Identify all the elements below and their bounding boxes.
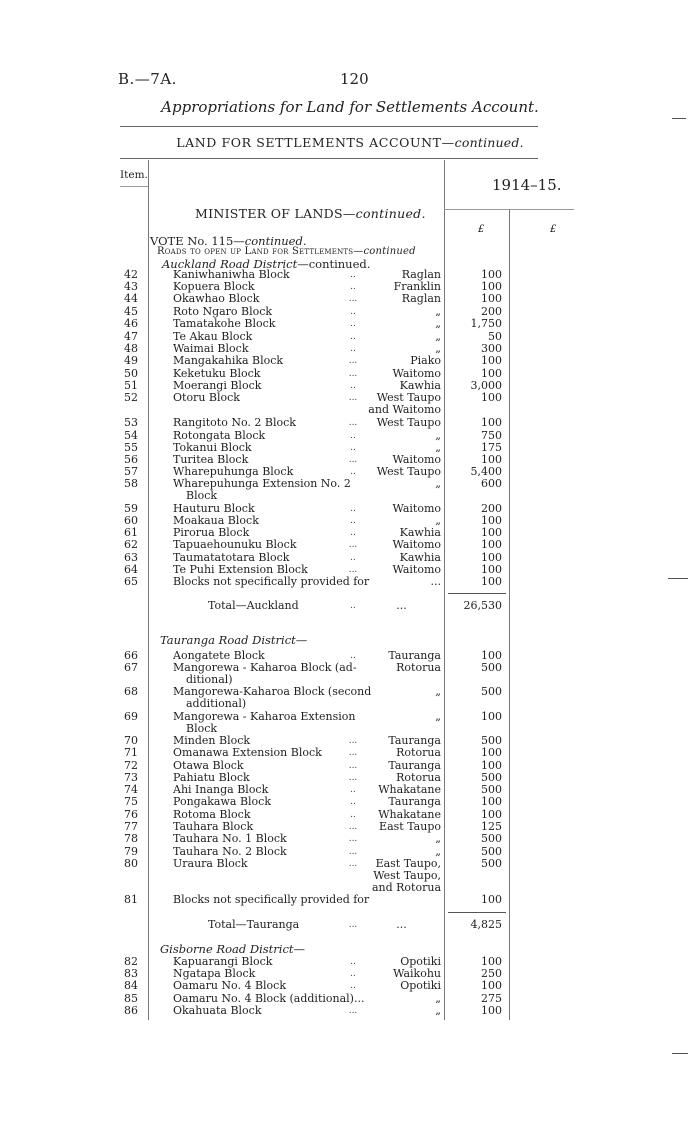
block-name: Omanawa Extension Block (173, 746, 322, 759)
block-name: Moakaua Block (173, 514, 259, 527)
location-name: „ (435, 832, 441, 845)
leader-dots: ... (348, 773, 358, 783)
leader-dots: ... (348, 393, 358, 403)
leader-dots: ... (348, 847, 358, 857)
amount-value: 500 (481, 857, 502, 870)
item-number: 62 (124, 538, 138, 551)
amount-value: 100 (481, 292, 502, 305)
table-row (0, 980, 700, 992)
table-row (0, 318, 700, 330)
block-name: Otawa Block (173, 759, 244, 772)
block-name: Hauturu Block (173, 502, 255, 515)
total-location: ... (396, 599, 407, 612)
item-number: 65 (124, 575, 138, 588)
table-row (0, 1005, 700, 1017)
item-number: 82 (124, 955, 138, 968)
location-name: West Taupo (376, 416, 441, 429)
table-row (0, 894, 700, 906)
block-name-continuation: additional) (186, 697, 247, 710)
location-name: East Taupo (379, 820, 441, 833)
amount-value: 100 (481, 280, 502, 293)
location-name: Waitomo (392, 367, 441, 380)
item-number: 61 (124, 526, 138, 539)
margin-mark (672, 1053, 688, 1054)
amount-value: 100 (481, 795, 502, 808)
table-row (0, 760, 700, 772)
amount-value: 100 (481, 575, 502, 588)
location-name: Kawhia (399, 526, 441, 539)
block-name: Turitea Block (173, 453, 249, 466)
amount-value: 100 (481, 526, 502, 539)
table-row (0, 380, 700, 392)
location-name: „ (435, 1004, 441, 1017)
item-number: 42 (124, 268, 138, 281)
block-name: Tauhara No. 1 Block (173, 832, 287, 845)
total-location: ... (396, 918, 407, 931)
table-row (0, 993, 700, 1005)
item-number: 52 (124, 391, 138, 404)
item-column-header: Item. (120, 169, 148, 181)
table-row (0, 539, 700, 551)
account-subtitle: LAND FOR SETTLEMENTS ACCOUNT—continued. (176, 135, 524, 150)
amount-value: 500 (481, 832, 502, 845)
district-heading-auckland: Auckland Road District—continued. (162, 257, 371, 271)
table-row (0, 417, 700, 429)
amount-value: 250 (481, 967, 502, 980)
location-name: Whakatane (378, 783, 441, 796)
item-number: 59 (124, 502, 138, 515)
leader-dots: .. (350, 443, 356, 453)
block-name: Tapuaehounuku Block (173, 538, 297, 551)
location-name: „ (435, 477, 441, 490)
amount-value: 100 (481, 453, 502, 466)
location-name: „ (435, 330, 441, 343)
amount-value: 100 (481, 979, 502, 992)
location-name: „ (435, 710, 441, 723)
block-name: Tamatakohe Block (173, 317, 276, 330)
leader-dots: .. (350, 282, 356, 292)
leader-dots: .. (350, 601, 356, 611)
item-number: 55 (124, 441, 138, 454)
item-number: 56 (124, 453, 138, 466)
block-name-continuation: ditional) (186, 673, 233, 686)
year-header-rule (444, 209, 574, 210)
location-name: Tauranga (388, 734, 441, 747)
leader-dots: ... (348, 859, 358, 869)
block-name: Mangorewa-Kaharoa Block (second (173, 685, 372, 698)
item-number: 63 (124, 551, 138, 564)
block-name: Tauhara Block (173, 820, 254, 833)
item-number: 83 (124, 967, 138, 980)
location-name: „ (435, 845, 441, 858)
table-row (0, 527, 700, 539)
table-row (0, 515, 700, 527)
table-row (0, 454, 700, 466)
leader-dots: .. (350, 516, 356, 526)
location-continuation: West Taupo, (373, 869, 441, 882)
item-number: 66 (124, 649, 138, 662)
table-row (0, 661, 700, 686)
amount-value: 125 (481, 820, 502, 833)
location-name: ... (430, 575, 441, 588)
item-number: 45 (124, 305, 138, 318)
table-row (0, 772, 700, 784)
location-name: „ (435, 685, 441, 698)
location-name: „ (435, 317, 441, 330)
location-continuation: and Rotorua (371, 881, 441, 894)
location-name: Rotorua (396, 771, 441, 784)
block-name: Te Akau Block (173, 330, 253, 343)
amount-value: 100 (481, 563, 502, 576)
location-continuation: and Waitomo (368, 403, 441, 416)
table-row (0, 857, 700, 894)
leader-dots: .. (350, 467, 356, 477)
amount-value: 275 (481, 992, 502, 1005)
location-name: Rotorua (396, 746, 441, 759)
location-name: Waitomo (392, 538, 441, 551)
leader-dots: .. (350, 981, 356, 991)
roads-heading: Roads to open up Land for Settlements—continued (157, 246, 416, 257)
location-name: „ (435, 992, 441, 1005)
vote-heading: VOTE No. 115—continued. (150, 234, 307, 248)
table-row (0, 306, 700, 318)
item-number: 68 (124, 685, 138, 698)
block-name: Mangakahika Block (173, 354, 284, 367)
location-name: Kawhia (399, 379, 441, 392)
table-row (0, 968, 700, 980)
item-number: 78 (124, 832, 138, 845)
location-name: Waitomo (392, 453, 441, 466)
amount-value: 500 (481, 685, 502, 698)
year-column-header: 1914–15. (492, 176, 562, 194)
amount-value: 100 (481, 391, 502, 404)
table-row (0, 784, 700, 796)
location-name: Opotiki (400, 955, 441, 968)
leader-dots: .. (350, 957, 356, 967)
leader-dots: .. (350, 332, 356, 342)
block-name: Moerangi Block (173, 379, 262, 392)
location-name: Raglan (401, 268, 441, 281)
leader-dots: ... (348, 920, 358, 930)
block-name: Kaniwhaniwha Block (173, 268, 290, 281)
amount-value: 100 (481, 649, 502, 662)
leader-dots: ... (348, 356, 358, 366)
table-row (0, 391, 700, 416)
table-row (0, 269, 700, 281)
leader-dots: ... (348, 736, 358, 746)
amount-value: 100 (481, 746, 502, 759)
block-name: Minden Block (173, 734, 251, 747)
leader-dots: .. (350, 431, 356, 441)
total-amount: 4,825 (470, 918, 502, 931)
table-row (0, 343, 700, 355)
block-name: Uraura Block (173, 857, 248, 870)
table-row (0, 442, 700, 454)
table-row (0, 833, 700, 845)
table-row (0, 809, 700, 821)
location-name: „ (435, 305, 441, 318)
location-name: West Taupo (376, 465, 441, 478)
amount-value: 100 (481, 710, 502, 723)
item-header-rule (120, 186, 148, 187)
leader-dots: ... (348, 834, 358, 844)
amount-value: 50 (488, 330, 502, 343)
table-row (0, 430, 700, 442)
location-name: Piako (410, 354, 441, 367)
item-number: 50 (124, 367, 138, 380)
item-number: 71 (124, 746, 138, 759)
total-label: Total—Tauranga (208, 918, 300, 931)
item-number: 86 (124, 1004, 138, 1017)
block-name: Kapuarangi Block (173, 955, 273, 968)
location-name: Kawhia (399, 551, 441, 564)
block-name: Te Puhi Extension Block (173, 563, 308, 576)
item-number: 64 (124, 563, 138, 576)
item-number: 74 (124, 783, 138, 796)
block-name-continuation: Block (186, 489, 218, 502)
leader-dots: ... (348, 1006, 358, 1016)
page-title: Appropriations for Land for Settlements Account. (161, 98, 539, 116)
block-name: Blocks not specifically provided for (173, 575, 370, 588)
leader-dots: .. (350, 528, 356, 538)
title-rule (120, 126, 538, 127)
leader-dots: .. (350, 810, 356, 820)
item-number: 75 (124, 795, 138, 808)
pound-symbol: £ (550, 224, 557, 235)
amount-value: 500 (481, 783, 502, 796)
amount-value: 100 (481, 808, 502, 821)
block-name: Oamaru No. 4 Block (173, 979, 286, 992)
location-name: „ (435, 342, 441, 355)
block-name: Okahuata Block (173, 1004, 262, 1017)
tauranga-total-row (0, 919, 700, 931)
amount-value: 5,400 (470, 465, 502, 478)
amount-value: 100 (481, 893, 502, 906)
table-row (0, 685, 700, 710)
block-name: Pongakawa Block (173, 795, 272, 808)
amount-value: 1,750 (470, 317, 502, 330)
table-row (0, 821, 700, 833)
block-name: Tauhara No. 2 Block (173, 845, 287, 858)
block-name: Taumatatotara Block (173, 551, 290, 564)
location-name: „ (435, 514, 441, 527)
item-number: 80 (124, 857, 138, 870)
item-number: 73 (124, 771, 138, 784)
amount-value: 500 (481, 661, 502, 674)
amount-value: 100 (481, 416, 502, 429)
minister-heading: MINISTER OF LANDS—continued. (195, 206, 426, 221)
block-name: Roto Ngaro Block (173, 305, 273, 318)
leader-dots: ... (348, 418, 358, 428)
leader-dots: .. (350, 344, 356, 354)
item-number: 69 (124, 710, 138, 723)
block-name: Wharepuhunga Extension No. 2 (173, 477, 351, 490)
item-number: 47 (124, 330, 138, 343)
block-name: Rangitoto No. 2 Block (173, 416, 296, 429)
leader-dots: ... (348, 748, 358, 758)
block-name: Okawhao Block (173, 292, 260, 305)
location-name: Waikohu (393, 967, 441, 980)
leader-dots: ... (348, 294, 358, 304)
location-name: Whakatane (378, 808, 441, 821)
amount-value: 100 (481, 354, 502, 367)
block-name: Aongatete Block (173, 649, 265, 662)
leader-dots: .. (350, 553, 356, 563)
leader-dots: ... (348, 540, 358, 550)
block-name: Waimai Block (173, 342, 249, 355)
amount-value: 3,000 (470, 379, 502, 392)
amount-value: 100 (481, 1004, 502, 1017)
page-number: 120 (340, 70, 369, 88)
item-number: 53 (124, 416, 138, 429)
location-name: Tauranga (388, 649, 441, 662)
block-name: Ngatapa Block (173, 967, 256, 980)
amount-value: 500 (481, 734, 502, 747)
item-number: 43 (124, 280, 138, 293)
district-heading-gisborne: Gisborne Road District— (160, 942, 306, 956)
block-name-continuation: Block (186, 722, 218, 735)
table-row (0, 735, 700, 747)
auckland-total-row (0, 600, 700, 612)
leader-dots: .. (350, 651, 356, 661)
table-row (0, 710, 700, 735)
amount-value: 200 (481, 502, 502, 515)
table-row (0, 796, 700, 808)
leader-dots: .. (350, 504, 356, 514)
leader-dots: ... (348, 565, 358, 575)
margin-mark (668, 578, 688, 579)
item-number: 51 (124, 379, 138, 392)
amount-value: 100 (481, 538, 502, 551)
leader-dots: .. (350, 270, 356, 280)
location-name: East Taupo, (375, 857, 441, 870)
location-name: Raglan (401, 292, 441, 305)
block-name: Tokanui Block (173, 441, 252, 454)
table-row (0, 477, 700, 502)
item-number: 44 (124, 292, 138, 305)
item-number: 70 (124, 734, 138, 747)
table-row (0, 293, 700, 305)
item-number: 57 (124, 465, 138, 478)
block-name: Pirorua Block (173, 526, 250, 539)
amount-value: 100 (481, 514, 502, 527)
location-name: „ (435, 429, 441, 442)
amount-value: 500 (481, 845, 502, 858)
block-name: Ahi Inanga Block (173, 783, 269, 796)
location-name: Rotorua (396, 661, 441, 674)
amount-value: 600 (481, 477, 502, 490)
table-row (0, 368, 700, 380)
amount-value: 750 (481, 429, 502, 442)
block-name: Mangorewa - Kaharoa Extension (173, 710, 356, 723)
block-name: Mangorewa - Kaharoa Block (ad- (173, 661, 357, 674)
location-name: Waitomo (392, 502, 441, 515)
subtitle-rule (120, 158, 538, 159)
leader-dots: .. (350, 969, 356, 979)
item-number: 84 (124, 979, 138, 992)
total-amount: 26,530 (463, 599, 502, 612)
amount-value: 175 (481, 441, 502, 454)
block-name: Pahiatu Block (173, 771, 250, 784)
leader-dots: .. (350, 381, 356, 391)
table-row (0, 747, 700, 759)
amount-value: 200 (481, 305, 502, 318)
item-number: 77 (124, 820, 138, 833)
amount-value: 100 (481, 367, 502, 380)
item-number: 67 (124, 661, 138, 674)
location-name: Franklin (393, 280, 441, 293)
table-row (0, 503, 700, 515)
table-row (0, 281, 700, 293)
location-name: Tauranga (388, 759, 441, 772)
location-name: Waitomo (392, 563, 441, 576)
location-name: Opotiki (400, 979, 441, 992)
total-label: Total—Auckland (208, 599, 299, 612)
block-name: Kopuera Block (173, 280, 255, 293)
amount-value: 300 (481, 342, 502, 355)
block-name: Wharepuhunga Block (173, 465, 294, 478)
item-number: 54 (124, 429, 138, 442)
leader-dots: ... (348, 455, 358, 465)
item-number: 49 (124, 354, 138, 367)
margin-mark (672, 118, 686, 119)
block-name: Rotoma Block (173, 808, 251, 821)
leader-dots: ... (348, 761, 358, 771)
item-number: 72 (124, 759, 138, 772)
leader-dots: .. (350, 319, 356, 329)
leader-dots: .. (350, 797, 356, 807)
total-rule (448, 593, 506, 594)
block-name: Oamaru No. 4 Block (additional)... (173, 992, 365, 1005)
amount-value: 100 (481, 551, 502, 564)
location-name: „ (435, 441, 441, 454)
item-number: 76 (124, 808, 138, 821)
item-number: 48 (124, 342, 138, 355)
item-number: 46 (124, 317, 138, 330)
amount-value: 100 (481, 268, 502, 281)
table-row (0, 331, 700, 343)
table-row (0, 956, 700, 968)
item-number: 79 (124, 845, 138, 858)
page-reference: B.—7A. (118, 70, 177, 88)
leader-dots: .. (350, 785, 356, 795)
amount-value: 100 (481, 955, 502, 968)
location-name: West Taupo (376, 391, 441, 404)
block-name: Otoru Block (173, 391, 240, 404)
district-heading-tauranga: Tauranga Road District— (160, 633, 308, 647)
item-number: 85 (124, 992, 138, 1005)
total-rule (448, 912, 506, 913)
leader-dots: ... (348, 369, 358, 379)
amount-value: 100 (481, 759, 502, 772)
table-row (0, 552, 700, 564)
item-number: 81 (124, 893, 138, 906)
leader-dots: ... (348, 822, 358, 832)
item-number: 58 (124, 477, 138, 490)
location-name: Tauranga (388, 795, 441, 808)
table-row (0, 846, 700, 858)
block-name: Rotongata Block (173, 429, 266, 442)
block-name: Blocks not specifically provided for (173, 893, 370, 906)
leader-dots: .. (350, 307, 356, 317)
table-row (0, 355, 700, 367)
block-name: Keketuku Block (173, 367, 261, 380)
item-number: 60 (124, 514, 138, 527)
pound-symbol: £ (478, 224, 485, 235)
amount-value: 500 (481, 771, 502, 784)
table-row (0, 576, 700, 588)
